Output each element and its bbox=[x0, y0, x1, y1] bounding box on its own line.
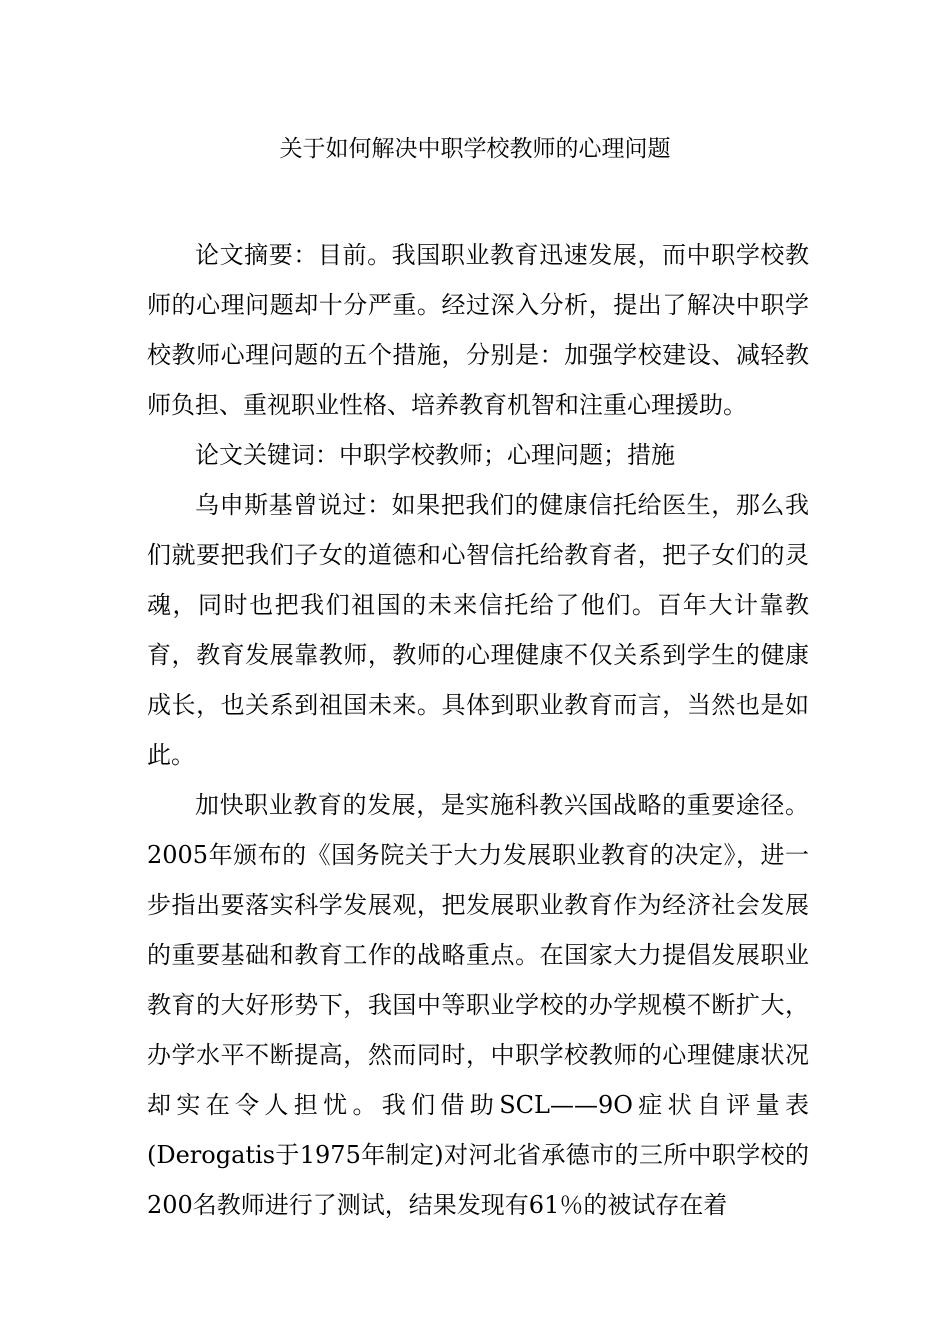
body-paragraph: 乌申斯基曾说过：如果把我们的健康信托给医生，那么我们就要把我们子女的道德和心智信托给教育者，把子女们的灵魂，同时也把我们祖国的未来信托给了他们。百年大计靠教育，教育发展靠教师，教师的心理健康不仅关系到学生的健康成长，也关系到祖国未来。具体到职业教育而言，当然也是如此。 bbox=[147, 491, 809, 769]
keywords-paragraph: 论文关键词：中职学校教师；心理问题；措施 bbox=[195, 441, 675, 469]
document-body bbox=[147, 230, 809, 1230]
document-title: 关于如何解决中职学校教师的心理问题 bbox=[279, 136, 671, 162]
body-paragraph: 加快职业教育的发展，是实施科教兴国战略的重要途径。2005年颁布的《国务院关于大力发展职业教育的决定》，进一步指出要落实科学发展观，把发展职业教育作为经济社会发展的重要基础和教育工作的战略重点。在国家大力提倡发展职业教育的大好形势下，我国中等职业学校的办学规模不断扩大，办学水平不断提高，然而同时，中职学校教师的心理健康状况却实在令人担忧。我们借助SCL——9O症状自评量表(Derogatis于1975年制定)对河北省承德市的三所中职学校的200名教师进行了测试，结果发现有61％的被试存在着 bbox=[147, 791, 809, 1219]
abstract-paragraph: 论文摘要：目前。我国职业教育迅速发展，而中职学校教师的心理问题却十分严重。经过深入分析，提出了解决中职学校教师心理问题的五个措施，分别是：加强学校建设、减轻教师负担、重视职业性格、培养教育机智和注重心理援助。 bbox=[147, 241, 809, 419]
